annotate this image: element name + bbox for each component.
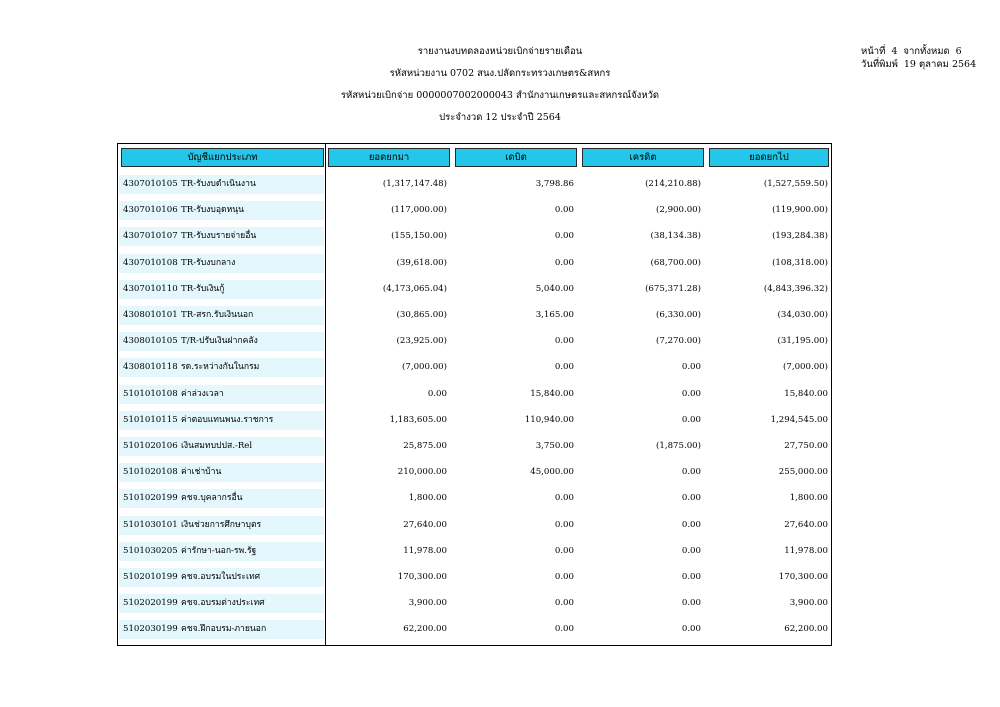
carried-forward-value: (108,318.00) [772,257,828,268]
carried-forward-value: (193,284.38) [772,231,828,242]
account-name: TR-รับเงินกู้ [181,283,225,294]
debit-value: 15,840.00 [530,388,574,399]
credit-value: 0.00 [681,624,701,635]
carried-forward-value: (119,900.00) [772,205,828,216]
brought-forward-value: 62,200.00 [403,624,447,635]
brought-forward-value: (155,150.00) [391,231,447,242]
account-code: 5101020106 [123,441,178,451]
account-code: 4308010101 [123,310,178,320]
account-cell [119,385,324,404]
print-date-info [861,59,982,71]
carried-forward-value: 62,200.00 [784,624,828,635]
agency-code-line: รหัสหน่วยงาน 0702 สนง.ปลัดกระทรวงเกษตร&สหกร [389,68,611,79]
credit-value: (68,700.00) [650,257,701,268]
table-row [118,280,831,299]
debit-value: 0.00 [554,231,574,242]
brought-forward-value: (117,000.00) [391,205,447,216]
account-cell [119,227,324,246]
brought-forward-value: 210,000.00 [397,467,447,478]
account-name: เงินช่วยการศึกษาบุตร [181,519,262,530]
brought-forward-value: (4,173,065.04) [382,283,447,294]
carried-forward-value: (7,000.00) [783,362,828,373]
disbursement-unit-line: รหัสหน่วยเบิกจ่าย 0000007002000043 สำนักงานเกษตรและสหกรณ์จังหวัด [340,90,660,101]
brought-forward-value: (23,925.00) [396,336,447,347]
account-name: TR-รับงบดำเนินงาน [181,179,256,189]
account-cell [119,254,324,273]
column-header-credit: เครดิต [582,148,704,167]
column-header-account: บัญชีแยกประเภท [121,148,324,167]
credit-value: (38,134.38) [650,231,701,242]
table-row [118,489,831,508]
carried-forward-value: 1,294,545.00 [770,414,828,425]
brought-forward-value: 0.00 [427,388,447,399]
account-cell [119,332,324,351]
account-code: 4308010118 [123,362,178,373]
account-code: 5101030101 [123,519,178,530]
account-code: 5101020108 [123,467,178,478]
credit-value: 0.00 [681,414,701,425]
brought-forward-value: 27,640.00 [403,519,447,530]
table-row [118,568,831,587]
account-code: 4307010105 [123,179,178,189]
brought-forward-value: 1,800.00 [408,493,447,504]
brought-forward-value: (7,000.00) [402,362,447,373]
account-name: T/R-ปรับเงินฝากคลัง [181,336,258,347]
total-pages: 6 [955,46,962,57]
credit-value: (6,330.00) [656,310,701,320]
debit-value: 0.00 [554,493,574,504]
account-cell [119,358,324,377]
debit-value: 0.00 [554,624,574,635]
credit-value: 0.00 [681,572,701,582]
carried-forward-value: 27,640.00 [784,519,828,530]
account-name: คชจ.บุคลากรอื่น [181,493,243,504]
credit-value: (675,371.28) [645,283,701,294]
credit-value: 0.00 [681,493,701,504]
table-row [118,358,831,377]
debit-value: 0.00 [554,362,574,373]
brought-forward-value: 3,900.00 [408,598,447,609]
carried-forward-value: (34,030.00) [777,310,828,320]
credit-value: 0.00 [681,519,701,530]
period-line: ประจำงวด 12 ประจำปี 2564 [439,112,561,123]
debit-value: 5,040.00 [535,283,574,294]
table-row [118,411,831,430]
carried-forward-value: 11,978.00 [784,545,828,556]
account-code: 5102020199 [123,598,178,609]
account-code: 5101010115 [123,414,178,425]
credit-value: 0.00 [681,362,701,373]
brought-forward-value: 170,300.00 [397,572,447,582]
table-row [118,201,831,220]
debit-value: 0.00 [554,572,574,582]
credit-value: (1,875.00) [656,441,701,451]
account-code: 4307010108 [123,257,178,268]
carried-forward-value: (1,527,559.50) [763,179,828,189]
account-code: 5102010199 [123,572,178,582]
account-code: 4308010105 [123,336,178,347]
carried-forward-value: 3,900.00 [789,598,828,609]
table-row [118,175,831,194]
account-name: TR-รับงบรายจ่ายอื่น [181,231,257,242]
table-row [118,332,831,351]
account-cell [119,411,324,430]
credit-value: 0.00 [681,467,701,478]
account-name: ค่ารักษา-นอก-รพ.รัฐ [181,545,257,556]
account-name: TR-สรก.รับเงินนอก [181,310,254,320]
debit-value: 0.00 [554,598,574,609]
debit-value: 45,000.00 [530,467,574,478]
account-code: 4307010106 [123,205,178,216]
debit-value: 0.00 [554,545,574,556]
account-name: TR-รับงบอุดหนุน [181,205,244,216]
carried-forward-value: (4,843,396.32) [763,283,828,294]
credit-value: (7,270.00) [656,336,701,347]
credit-value: (214,210.88) [645,179,701,189]
brought-forward-value: 1,183,605.00 [389,414,447,425]
carried-forward-value: 27,750.00 [784,441,828,451]
table-row [118,254,831,273]
account-cell [119,463,324,482]
credit-value: 0.00 [681,545,701,556]
credit-value: (2,900.00) [656,205,701,216]
account-cell [119,280,324,299]
account-code: 4307010107 [123,231,178,242]
table-row [118,463,831,482]
print-date: 19 ตุลาคม 2564 [903,59,977,70]
brought-forward-value: (1,317,147.48) [382,179,447,189]
account-cell [119,489,324,508]
brought-forward-value: 25,875.00 [403,441,447,451]
report-title: รายงานงบทดลองหน่วยเบิกจ่ายรายเดือน [417,46,583,57]
account-name: ค่าตอบแทนพนง.ราชการ [181,414,274,425]
account-cell [119,568,324,587]
table-row [118,306,831,325]
account-name: ค่าล่วงเวลา [181,388,224,399]
carried-forward-value: 15,840.00 [784,388,828,399]
table-row [118,594,831,613]
account-code: 5101010108 [123,388,178,399]
total-label: จากทั้งหมด [903,46,950,57]
print-label: วันที่พิมพ์ [861,59,898,70]
account-name: ค่าเช่าบ้าน [181,467,222,478]
account-cell [119,201,324,220]
account-code: 5102030199 [123,624,178,635]
account-cell [119,306,324,325]
account-cell [119,175,324,194]
debit-value: 110,940.00 [524,414,574,425]
debit-value: 0.00 [554,519,574,530]
table-row [118,437,831,456]
carried-forward-value: 1,800.00 [789,493,828,504]
credit-value: 0.00 [681,598,701,609]
table-row [118,542,831,561]
brought-forward-value: 11,978.00 [403,545,447,556]
table-row [118,516,831,535]
account-name: เงินสมทบปปส.-Rel [181,441,253,451]
account-name: รด.ระหว่างกันในกรม [181,362,260,373]
page-number: 4 [891,46,898,57]
column-header-debit: เดบิต [455,148,577,167]
account-cell [119,620,324,639]
page-label: หน้าที่ [861,46,886,57]
carried-forward-value: 170,300.00 [778,572,828,582]
column-header-brought-forward: ยอดยกมา [328,148,450,167]
account-name: คชจ.อบรมในประเทศ [181,572,261,582]
debit-value: 0.00 [554,257,574,268]
table-row [118,620,831,639]
account-name: คชจ.ฝึกอบรม-ภายนอก [181,624,267,635]
account-code: 4307010110 [123,283,178,294]
column-header-carried-forward: ยอดยกไป [709,148,829,167]
debit-value: 0.00 [554,336,574,347]
account-code: 5101030205 [123,545,178,556]
carried-forward-value: 255,000.00 [778,467,828,478]
account-name: TR-รับงบกลาง [181,257,236,268]
account-cell [119,542,324,561]
trial-balance-table [117,143,832,646]
carried-forward-value: (31,195.00) [777,336,828,347]
credit-value: 0.00 [681,388,701,399]
account-code: 5101020199 [123,493,178,504]
debit-value: 0.00 [554,205,574,216]
debit-value: 3,798.86 [535,179,574,189]
debit-value: 3,165.00 [535,310,574,320]
account-cell [119,594,324,613]
table-row [118,385,831,404]
table-row [118,227,831,246]
brought-forward-value: (30,865.00) [396,310,447,320]
page-number-info [861,46,968,58]
account-cell [119,516,324,535]
debit-value: 3,750.00 [535,441,574,451]
account-cell [119,437,324,456]
brought-forward-value: (39,618.00) [396,257,447,268]
account-name: คชจ.อบรมต่างประเทศ [181,598,265,609]
